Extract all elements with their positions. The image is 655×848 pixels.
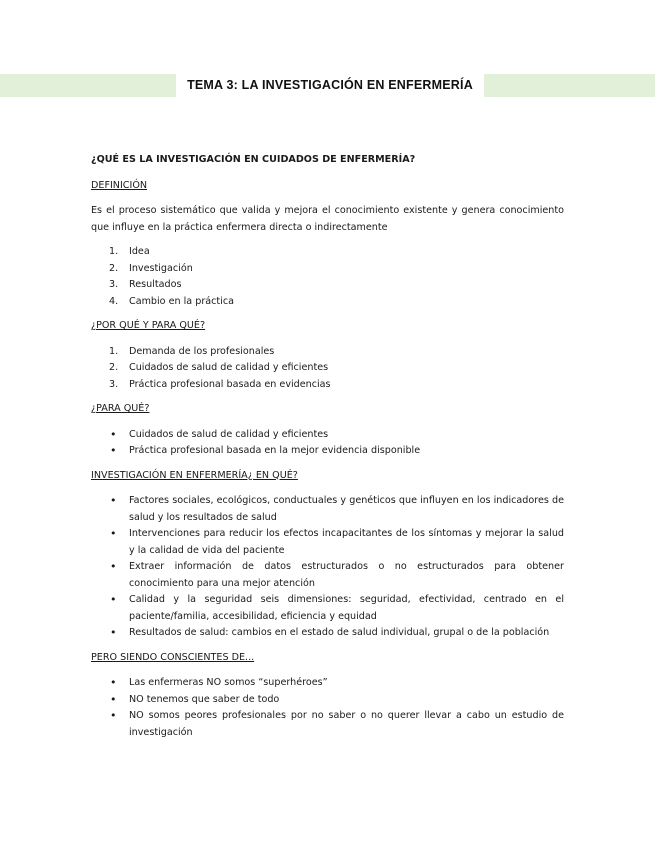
bullet-icon: • (110, 560, 117, 573)
bullet-icon: • (110, 626, 117, 639)
list-item (91, 360, 564, 377)
list-item-text: Calidad y la seguridad seis dimensiones: seguridad, efectividad, centrado en el paciente/familia, accesibilidad, eficiencia y equidad (129, 594, 564, 622)
list-item (91, 559, 564, 592)
aware-list (91, 675, 564, 741)
list-item (91, 692, 564, 709)
page-title: TEMA 3: LA INVESTIGACIÓN EN ENFERMERÍA (187, 78, 473, 92)
list-item-text: Práctica profesional basada en la mejor evidencia disponible (129, 445, 421, 456)
list-item (91, 708, 564, 741)
list-item-text: Intervenciones para reducir los efectos incapacitantes de los síntomas y mejorar la salud y la calidad de vida del paciente (129, 528, 564, 556)
list-item (91, 344, 564, 361)
list-item-text: Investigación (129, 262, 193, 274)
bullet-icon: • (110, 593, 117, 606)
list-item-text: Cuidados de salud de calidad y eficientes (129, 362, 329, 373)
question-heading: ¿QUÉ ES LA INVESTIGACIÓN EN CUIDADOS DE ENFERMERÍA? (91, 154, 416, 165)
bullet-icon: • (110, 494, 117, 507)
why-for-what-list (91, 344, 564, 394)
list-item (91, 277, 564, 294)
list-item-text: NO tenemos que saber de todo (129, 693, 280, 705)
list-item (91, 592, 564, 625)
bullet-icon: • (110, 692, 117, 706)
why-for-what-heading: ¿POR QUÉ Y PARA QUÉ? (91, 320, 206, 331)
list-item-text: Resultados (129, 279, 182, 290)
list-item (91, 261, 564, 278)
list-item-text: Cambio en la práctica (129, 295, 234, 307)
list-item-text: Cuidados de salud de calidad y eficientes (129, 428, 329, 440)
list-item (91, 526, 564, 559)
bullet-icon: • (110, 676, 117, 689)
list-item-text: Demanda de los profesionales (129, 345, 275, 357)
definition-heading: DEFINICIÓN (91, 179, 148, 191)
list-number: 3. (109, 378, 119, 390)
research-in-list (91, 493, 564, 642)
list-item-text: Extraer información de datos estructurados o no estructurados para obtener conocimiento para una mejor atención (129, 561, 564, 589)
list-item (91, 675, 564, 692)
list-number: 3. (109, 279, 119, 290)
list-item-text: Práctica profesional basada en evidencias (129, 378, 331, 390)
document-body (91, 152, 564, 749)
banner-left-bar (0, 74, 176, 97)
list-item-text: Idea (129, 246, 150, 257)
list-item-text: Factores sociales, ecológicos, conductuales y genéticos que influyen en los indicadores de salud y los resultados de salud (129, 495, 564, 523)
bullet-icon: • (110, 527, 117, 540)
list-item (91, 493, 564, 526)
list-item (91, 427, 564, 444)
banner-right-bar (484, 74, 655, 97)
list-item (91, 443, 564, 460)
list-item (91, 625, 564, 642)
for-what-list (91, 427, 564, 460)
list-number: 4. (109, 295, 119, 307)
list-number: 2. (109, 262, 119, 274)
list-number: 2. (109, 362, 119, 373)
list-item (91, 377, 564, 394)
definition-text: Es el proceso sistemático que valida y mejora el conocimiento existente y genera conocimiento que influye en la práctica enfermera directa o indirectamente (91, 205, 564, 233)
list-number: 1. (109, 246, 119, 257)
aware-heading: PERO SIENDO CONSCIENTES DE... (91, 651, 255, 663)
bullet-icon: • (110, 444, 117, 457)
bullet-icon: • (110, 709, 117, 722)
title-banner (0, 74, 655, 97)
list-item-text: Resultados de salud: cambios en el estado de salud individual, grupal o de la población (129, 627, 550, 638)
list-number: 1. (109, 345, 119, 357)
bullet-icon: • (110, 427, 117, 441)
for-what-heading: ¿PARA QUÉ? (91, 403, 150, 414)
list-item (91, 244, 564, 261)
list-item-text: NO somos peores profesionales por no saber o no querer llevar a cabo un estudio de investigación (129, 710, 564, 738)
list-item (91, 294, 564, 311)
definition-steps-list (91, 244, 564, 310)
list-item-text: Las enfermeras NO somos “superhéroes” (129, 677, 328, 688)
research-in-heading: INVESTIGACIÓN EN ENFERMERÍA¿ EN QUÉ? (91, 469, 298, 481)
